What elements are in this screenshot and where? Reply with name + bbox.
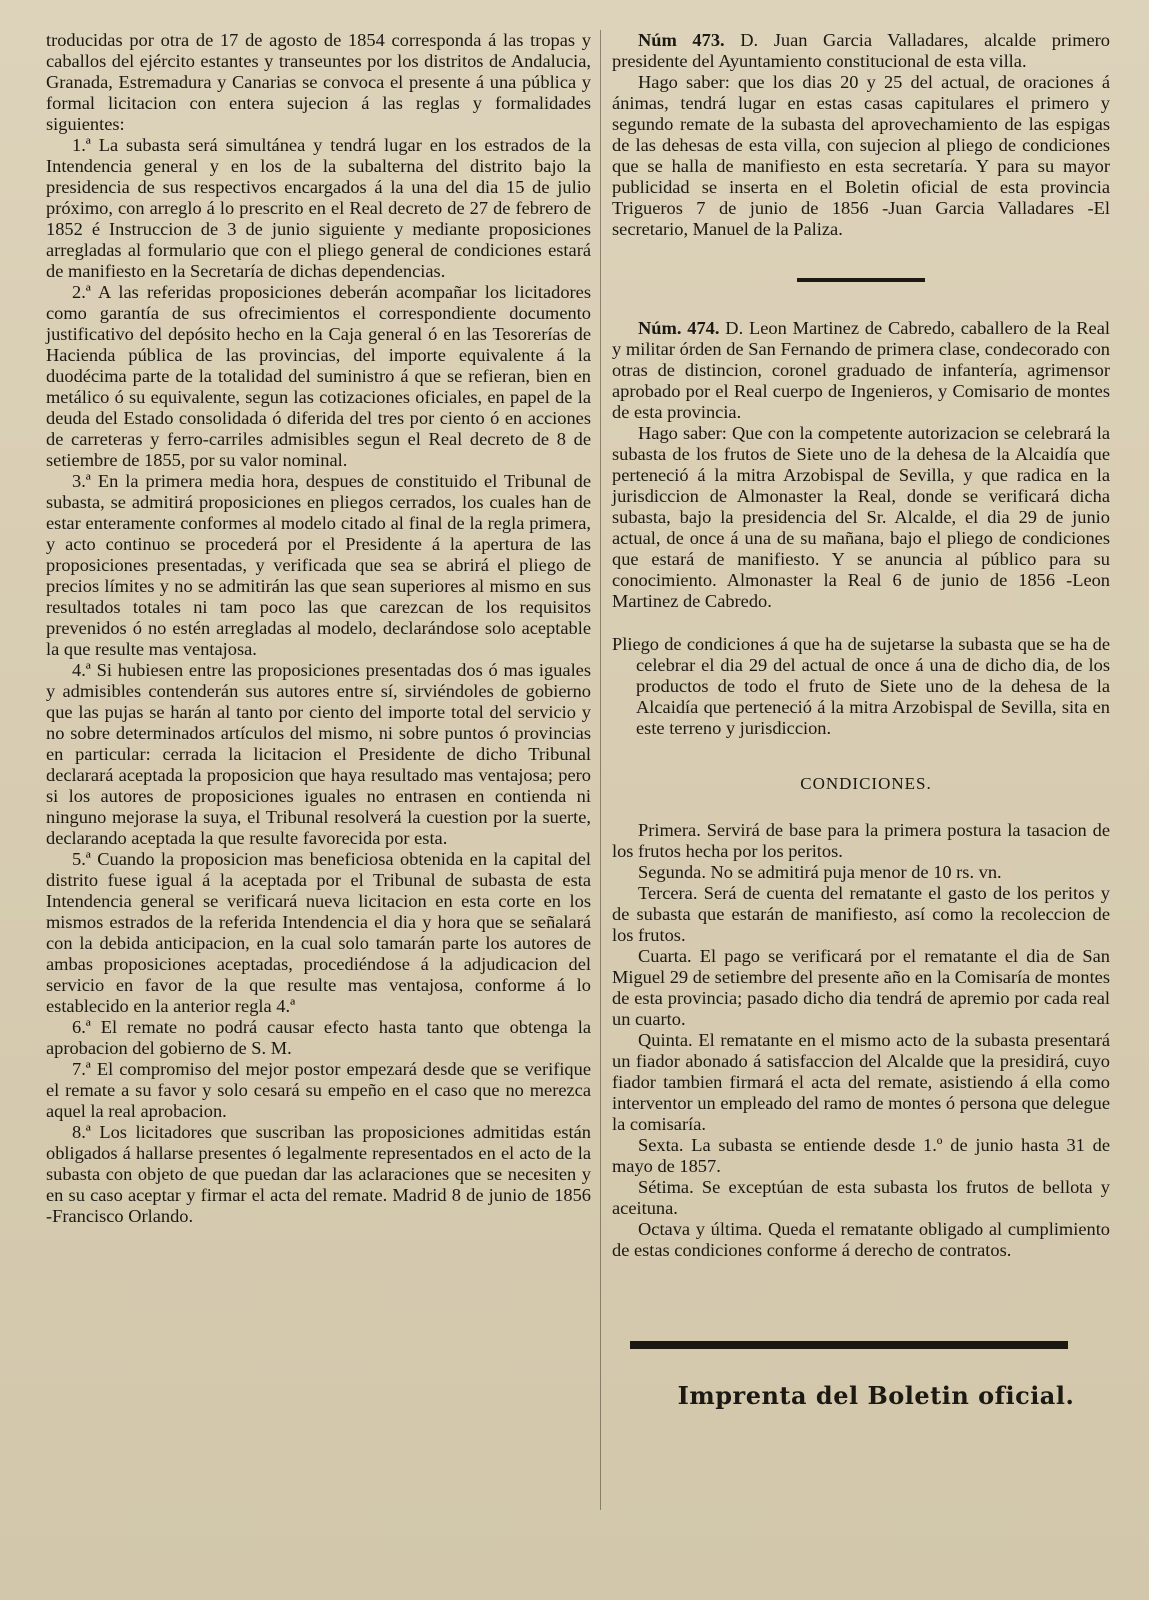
notice-473-title: D. Juan Garcia Valladares, alcalde primero presidente del Ayuntamiento constitucional de esta villa. bbox=[612, 30, 1110, 71]
notice-473-number: Núm 473. bbox=[638, 30, 725, 50]
section-separator bbox=[797, 278, 925, 282]
rule-3: 3.ª En la primera media hora, despues de constituido el Tribunal de subasta, se admitirá proposiciones en pliegos cerrados, los cuales han de estar enteramente conformes al modelo citado al final de la regla primera, y acto continuo se procederá por el Presidente á la apertura de las proposiciones presentadas, y verificada que sea se abrirá el pliego de precios límites y no se admitirán las que sean superiores al mismo en sus resultados totales ni tam poco las que carezcan de los requisitos prevenidos ó no estén arregladas al modelo, declarándose solo aceptable la que resulte mas ventajosa. bbox=[46, 471, 591, 659]
notice-474-header bbox=[612, 318, 1110, 423]
condition-2: Segunda. No se admitirá puja menor de 10 rs. vn. bbox=[638, 862, 1002, 882]
right-column bbox=[612, 30, 1110, 1410]
condition-7: Sétima. Se exceptúan de esta subasta los frutos de bellota y aceituna. bbox=[612, 1177, 1110, 1218]
condition-4: Cuarta. El pago se verificará por el rematante el dia de San Miguel 29 de setiembre del presente año en la Comisaría de montes de esta provincia; pasado dicho dia tendrá de apremio por cada real un cuarto. bbox=[612, 946, 1110, 1029]
notice-474-title: D. Leon Martinez de Cabredo, caballero de la Real y militar órden de San Fernando de primera clase, condecorado con otras de distincion, coronel graduado de infantería, agrimensor aprobado por el Real cuerpo de Ingenieros, y Comisario de montes de esta provincia. bbox=[612, 318, 1110, 422]
imprint-line: Imprenta del Boletin oficial. bbox=[677, 1381, 1075, 1410]
closing-rule bbox=[630, 1341, 1068, 1349]
notice-473-text: Hago saber: que los dias 20 y 25 del actual, de oraciones á ánimas, tendrá lugar en estas casas capitulares el primero y segundo remate de la subasta del aprovechamiento de las espigas de las dehesas de esta villa, con sujecion al pliego de condiciones que se halla de manifiesto en esta secretaría. Y para su mayor publicidad se inserta en el Boletin oficial de esta provincia Trigueros 7 de junio de 1856 -Juan Garcia Valladares -El secretario, Manuel de la Paliza. bbox=[612, 72, 1110, 239]
rule-2: 2.ª A las referidas proposiciones deberán acompañar los licitadores como garantía de sus ofrecimientos el correspondiente documento justificativo del depósito hecho en la Caja general ó en las Tesorerías de Hacienda pública de las provincias, del importe equivalente á la duodécima parte de la totalidad del suministro á que se refieran, bien en metálico ó su equivalente, segun las cotizaciones oficiales, en papel de la deuda del Estado consolidada ó diferida del tres por ciento ó en acciones de carreteras y ferro-carriles admisibles segun el Real decreto de 8 de setiembre de 1855, por su valor nominal. bbox=[46, 282, 591, 470]
condition-3: Tercera. Será de cuenta del rematante el gasto de los peritos y de subasta que estarán de manifiesto, así como la recoleccion de los frutos. bbox=[612, 883, 1110, 945]
condition-1: Primera. Servirá de base para la primera postura la tasacion de los frutos hecha por los peritos. bbox=[612, 820, 1110, 861]
notice-474-text: Hago saber: Que con la competente autorizacion se celebrará la subasta de los frutos de Siete uno de la dehesa de la Alcaidía que perteneció á la mitra Arzobispal de Sevilla, y que radica en la jurisdiccion de Almonaster la Real, donde se verificará dicha subasta, bajo la presidencia del Sr. Alcalde, el dia 29 de junio actual, de once á una de su mañana, bajo el pliego de condiciones que estará de manifiesto. Y se anuncia al público para su conocimiento. Almonaster la Real 6 de junio de 1856 -Leon Martinez de Cabredo. bbox=[612, 423, 1110, 611]
condition-5: Quinta. El rematante en el mismo acto de la subasta presentará un fiador abonado á satisfaccion del Alcalde que la presidirá, cuyo fiador tambien firmará el acta del remate, asistiendo á ella como interventor un empleado del ramo de montes ó persona que delegue la comisaría. bbox=[612, 1030, 1110, 1134]
rule-5: 5.ª Cuando la proposicion mas beneficiosa obtenida en la capital del distrito fuese igual á la aceptada por el Tribunal de subasta de esta Intendencia general se verificará nueva licitacion en esta corte en los mismos estrados de la referida Intendencia el dia y hora que se señalará con la debida anticipacion, en la cual solo tamarán parte los autores de ambas proposiciones aceptadas, procediéndose á la adjudicacion del servicio en favor de la que resulte mas ventajosa, conforme á lo establecido en la anterior regla 4.ª bbox=[46, 849, 591, 1016]
condition-8: Octava y última. Queda el rematante obligado al cumplimiento de estas condiciones conforme á derecho de contratos. bbox=[612, 1219, 1110, 1260]
rule-8: 8.ª Los licitadores que suscriban las proposiciones admitidas están obligados á hallarse presentes ó legalmente representados en el acto de la subasta con objeto de que puedan dar las aclaraciones que se necesiten y en su caso aceptar y firmar el acta del remate. Madrid 8 de junio de 1856 -Francisco Orlando. bbox=[46, 1122, 591, 1226]
left-column bbox=[46, 30, 591, 1227]
notice-474-number: Núm. 474. bbox=[638, 318, 720, 338]
condition-6: Sexta. La subasta se entiende desde 1.º de junio hasta 31 de mayo de 1857. bbox=[612, 1135, 1110, 1176]
rule-6: 6.ª El remate no podrá causar efecto hasta tanto que obtenga la aprobacion del gobierno de S. M. bbox=[46, 1017, 591, 1058]
rule-4: 4.ª Si hubiesen entre las proposiciones presentadas dos ó mas iguales y admisibles contenderán sus autores entre sí, sirviéndoles de gobierno que las pujas se harán al tanto por ciento del importe total del servicio y no sobre determinados artículos del mismo, ni sobre puntos ó provincias en particular: cerrada la licitacion el Presidente de dicho Tribunal declarará aceptada la proposicion que haya resultado mas ventajosa; pero si los autores de proposiciones iguales no entrasen en contienda ni ninguno mejorase la suya, el Tribunal resolverá la cuestion por la suerte, declarando aceptada la que resulte favorecida por esta. bbox=[46, 660, 591, 848]
conditions-title: CONDICIONES. bbox=[800, 774, 932, 793]
notice-473-header bbox=[612, 30, 1110, 72]
rule-1: 1.ª La subasta será simultánea y tendrá lugar en los estrados de la Intendencia general y en los de la subalterna del distrito bajo la presidencia de sus respectivos encargados á la una del dia 15 de julio próximo, con arreglo á lo prescrito en el Real decreto de 27 de febrero de 1852 é Instruccion de 3 de junio siguiente y mediante proposiciones arregladas al formulario que con el pliego general de condiciones estará de manifiesto en la Secretaría de dichas dependencias. bbox=[46, 135, 591, 281]
intro-paragraph: troducidas por otra de 17 de agosto de 1854 corresponda á las tropas y caballos del ejército estantes y transeuntes por los distritos de Andalucia, Granada, Estremadura y Canarias se convoca el presente á una pública y formal licitacion con entera sujecion á las reglas y formalidades siguientes: bbox=[46, 30, 591, 134]
column-divider bbox=[600, 30, 601, 1510]
pliego-heading: Pliego de condiciones á que ha de sujetarse la subasta que se ha de celebrar el dia 29 del actual de once á una de dicho dia, de los productos de todo el fruto de Siete uno de la dehesa de la Alcaidía que perteneció á la mitra Arzobispal de Sevilla, sita en este terreno y jurisdiccion. bbox=[612, 634, 1110, 738]
rule-7: 7.ª El compromiso del mejor postor empezará desde que se verifique el remate a su favor y solo cesará su empeño en el caso que no merezca aquel la real aprobacion. bbox=[46, 1059, 591, 1121]
